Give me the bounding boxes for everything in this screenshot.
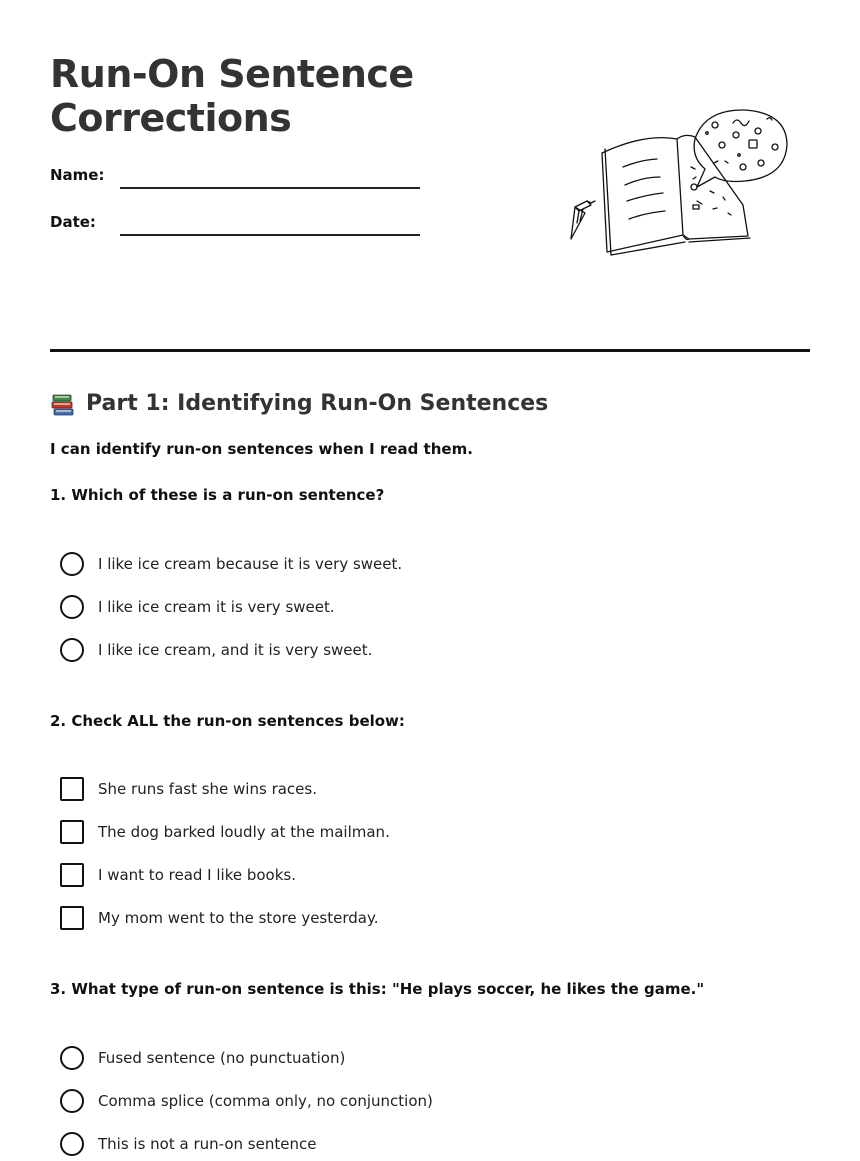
- question-1-option-1[interactable]: [60, 551, 402, 577]
- question-2-option-3[interactable]: [60, 862, 296, 888]
- radio-button[interactable]: [60, 595, 84, 619]
- option-label: She runs fast she wins races.: [98, 780, 317, 798]
- open-book-illustration-icon: [565, 105, 795, 260]
- checkbox[interactable]: [60, 820, 84, 844]
- question-1: 1. Which of these is a run-on sentence?: [50, 486, 385, 504]
- option-label: Fused sentence (no punctuation): [98, 1049, 346, 1067]
- radio-button[interactable]: [60, 1089, 84, 1113]
- radio-button[interactable]: [60, 552, 84, 576]
- books-emoji-icon: [50, 391, 76, 417]
- speech-bubble-icon: [694, 110, 787, 187]
- question-3-option-2[interactable]: [60, 1088, 433, 1114]
- option-label: My mom went to the store yesterday.: [98, 909, 379, 927]
- option-label: The dog barked loudly at the mailman.: [98, 823, 390, 841]
- book-icon: [602, 135, 750, 255]
- option-label: I like ice cream, and it is very sweet.: [98, 641, 373, 659]
- question-2-option-1[interactable]: [60, 776, 317, 802]
- checkbox[interactable]: [60, 863, 84, 887]
- question-1-option-2[interactable]: [60, 594, 335, 620]
- header-divider: [50, 349, 810, 352]
- pencil-icon: [571, 201, 595, 239]
- checkbox[interactable]: [60, 777, 84, 801]
- question-2: 2. Check ALL the run-on sentences below:: [50, 712, 405, 730]
- checkbox[interactable]: [60, 906, 84, 930]
- date-field[interactable]: [120, 234, 420, 236]
- question-3-option-3[interactable]: [60, 1131, 316, 1157]
- part1-heading: [50, 388, 548, 420]
- question-3: 3. What type of run-on sentence is this: "He plays soccer, he likes the game.": [50, 980, 705, 998]
- radio-button[interactable]: [60, 1132, 84, 1156]
- question-2-option-4[interactable]: [60, 905, 378, 931]
- learning-objective: I can identify run-on sentences when I read them.: [50, 440, 473, 458]
- question-3-option-1[interactable]: [60, 1045, 345, 1071]
- option-label: I want to read I like books.: [98, 866, 297, 884]
- name-label: Name:: [50, 166, 105, 184]
- part1-title: Part 1: Identifying Run-On Sentences: [86, 391, 549, 416]
- option-label: Comma splice (comma only, no conjunction): [98, 1092, 433, 1110]
- radio-button[interactable]: [60, 1046, 84, 1070]
- option-label: I like ice cream because it is very sweet.: [98, 555, 403, 573]
- worksheet-title: Run-On Sentence Corrections: [50, 52, 414, 140]
- question-1-option-3[interactable]: [60, 637, 372, 663]
- name-field[interactable]: [120, 187, 420, 189]
- radio-button[interactable]: [60, 638, 84, 662]
- date-label: Date:: [50, 213, 96, 231]
- question-2-option-2[interactable]: [60, 819, 390, 845]
- option-label: This is not a run-on sentence: [98, 1135, 317, 1153]
- option-label: I like ice cream it is very sweet.: [98, 598, 335, 616]
